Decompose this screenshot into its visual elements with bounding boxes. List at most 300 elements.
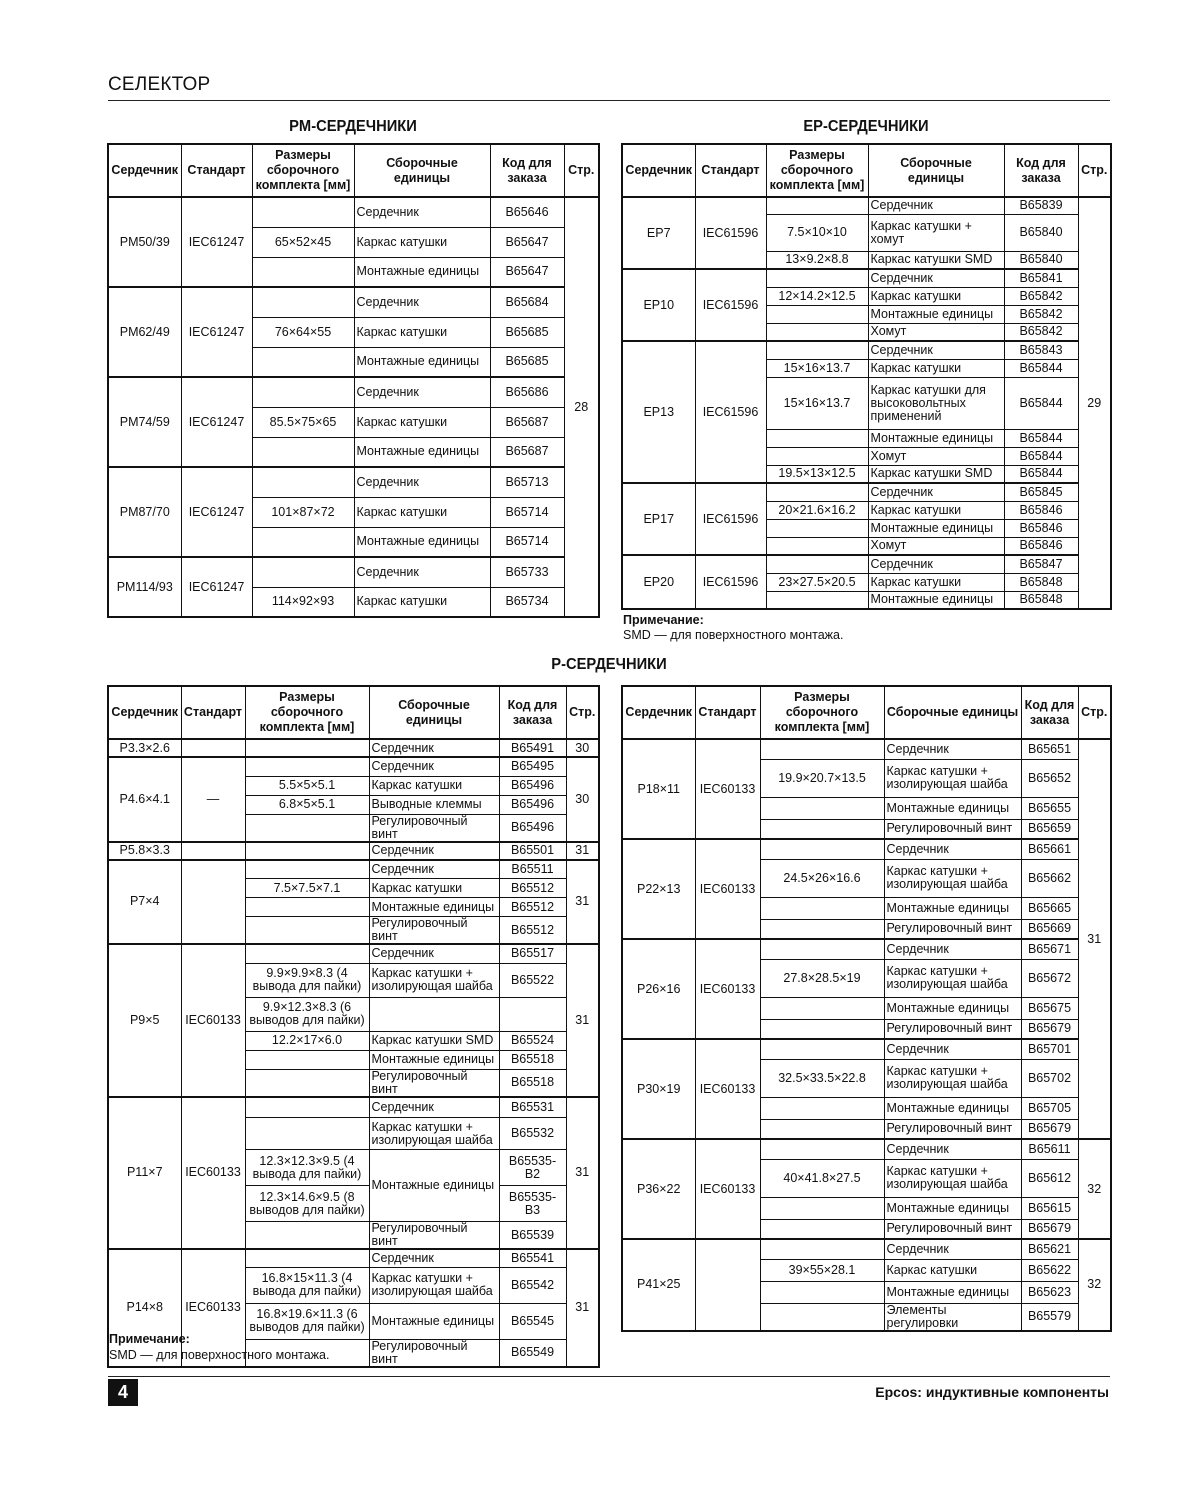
code-cell: B65615 — [1021, 1197, 1078, 1219]
size-cell: 16.8×19.6×11.3 (6 выводов для пайки) — [245, 1303, 369, 1339]
col-code: Код для заказа — [1021, 686, 1078, 739]
col-code: Код для заказа — [499, 686, 566, 739]
unit-cell: Регулировочный винт — [884, 1019, 1021, 1039]
code-cell: B65846 — [1004, 501, 1078, 519]
standard-cell: IEC60133 — [181, 1097, 245, 1250]
core-cell: EP10 — [622, 269, 695, 341]
col-core: Сердечник — [622, 686, 695, 739]
unit-cell: Сердечник — [868, 555, 1004, 573]
unit-cell: Регулировочный винт — [369, 1222, 499, 1250]
code-cell: B65659 — [1021, 819, 1078, 839]
standard-cell: IEC60133 — [695, 839, 760, 939]
size-cell — [760, 1097, 884, 1119]
size-cell — [760, 819, 884, 839]
code-cell: B65687 — [490, 437, 564, 467]
code-cell: B65662 — [1021, 859, 1078, 897]
table-row — [108, 197, 599, 227]
size-cell — [760, 997, 884, 1019]
col-size: Размеры сборочного комплекта [мм] — [766, 144, 868, 197]
unit-cell: Монтажные единицы — [868, 429, 1004, 447]
unit-cell: Сердечник — [884, 1139, 1021, 1159]
p-section-title: P-СЕРДЕЧНИКИ — [551, 656, 667, 673]
core-cell: PM87/70 — [108, 467, 181, 557]
code-cell: B65705 — [1021, 1097, 1078, 1119]
size-cell — [760, 1219, 884, 1239]
unit-cell: Сердечник — [369, 842, 499, 860]
size-cell — [760, 797, 884, 819]
table-row — [622, 483, 1111, 501]
code-cell: B65522 — [499, 963, 566, 997]
size-cell — [766, 197, 868, 214]
unit-cell: Каркас катушки + изолирующая шайба — [369, 1267, 499, 1303]
size-cell — [766, 447, 868, 465]
unit-cell: Монтажные единицы — [884, 897, 1021, 919]
table-row — [622, 197, 1111, 214]
unit-cell: Сердечник — [884, 1039, 1021, 1059]
code-cell: B65687 — [490, 407, 564, 437]
page-cell: 30 — [566, 739, 599, 757]
code-cell: B65579 — [1021, 1303, 1078, 1331]
standard-cell: IEC60133 — [181, 944, 245, 1097]
col-unit: Сборочные единицы — [369, 686, 499, 739]
size-cell: 12×14.2×12.5 — [766, 287, 868, 305]
unit-cell: Сердечник — [369, 1249, 499, 1267]
unit-cell: Каркас катушки + изолирующая шайба — [884, 1159, 1021, 1197]
size-cell: 19.5×13×12.5 — [766, 465, 868, 483]
p-left-table — [107, 685, 600, 1368]
col-code: Код для заказа — [490, 144, 564, 197]
code-cell: B65496 — [499, 776, 566, 795]
code-cell: B65685 — [490, 347, 564, 377]
size-cell — [760, 1039, 884, 1059]
core-cell: EP20 — [622, 555, 695, 609]
core-cell: EP7 — [622, 197, 695, 269]
unit-cell: Регулировочный винт — [884, 1119, 1021, 1139]
size-cell — [252, 257, 354, 287]
code-cell: B65845 — [1004, 483, 1078, 501]
size-cell — [760, 939, 884, 959]
size-cell: 76×64×55 — [252, 317, 354, 347]
unit-cell: Сердечник — [354, 467, 490, 497]
code-cell: B65675 — [1021, 997, 1078, 1019]
size-cell — [252, 197, 354, 227]
unit-cell: Сердечник — [868, 483, 1004, 501]
core-cell: P22×13 — [622, 839, 695, 939]
p-left-header-row — [108, 686, 599, 739]
code-cell: B65844 — [1004, 465, 1078, 483]
size-cell: 40×41.8×27.5 — [760, 1159, 884, 1197]
col-core: Сердечник — [622, 144, 695, 197]
code-cell: B65672 — [1021, 959, 1078, 997]
code-cell: B65518 — [499, 1050, 566, 1069]
unit-cell: Монтажные единицы — [369, 1150, 499, 1222]
unit-cell: Каркас катушки — [868, 573, 1004, 591]
table-row — [108, 860, 599, 879]
unit-cell: Сердечник — [868, 197, 1004, 214]
code-cell: B65531 — [499, 1097, 566, 1118]
table-row — [622, 839, 1111, 859]
col-unit: Сборочные единицы — [354, 144, 490, 197]
header-divider — [108, 100, 1110, 101]
unit-cell: Каркас катушки SMD — [868, 251, 1004, 269]
standard-cell — [181, 842, 245, 860]
unit-cell: Сердечник — [369, 1097, 499, 1118]
code-cell: B65652 — [1021, 759, 1078, 797]
unit-cell: Сердечник — [354, 377, 490, 407]
standard-cell: IEC61247 — [181, 377, 252, 467]
size-cell — [245, 1050, 369, 1069]
standard-cell: IEC61247 — [181, 557, 252, 617]
ep-note-text: SMD — для поверхностного монтажа. — [623, 628, 844, 642]
col-page: Стр. — [564, 144, 599, 197]
ep-section-title: EP-СЕРДЕЧНИКИ — [803, 118, 929, 135]
size-cell: 7.5×10×10 — [766, 214, 868, 251]
unit-cell: Каркас катушки — [354, 497, 490, 527]
unit-cell: Элементы регулировки — [884, 1303, 1021, 1331]
col-unit: Сборочные единицы — [868, 144, 1004, 197]
size-cell: 15×16×13.7 — [766, 377, 868, 429]
standard-cell: IEC60133 — [695, 939, 760, 1039]
size-cell — [245, 1069, 369, 1097]
code-cell: B65622 — [1021, 1259, 1078, 1281]
unit-cell: Каркас катушки — [868, 287, 1004, 305]
size-cell: 13×9.2×8.8 — [766, 251, 868, 269]
unit-cell: Регулировочный винт — [369, 1339, 499, 1367]
size-cell — [245, 1249, 369, 1267]
col-standard: Стандарт — [181, 686, 245, 739]
size-cell — [760, 739, 884, 759]
size-cell — [760, 1197, 884, 1219]
unit-cell: Сердечник — [369, 757, 499, 776]
size-cell: 101×87×72 — [252, 497, 354, 527]
unit-cell: Монтажные единицы — [369, 1303, 499, 1339]
core-cell: EP13 — [622, 341, 695, 483]
table-row — [622, 739, 1111, 759]
size-cell: 23×27.5×20.5 — [766, 573, 868, 591]
code-cell: B65545 — [499, 1303, 566, 1339]
col-standard: Стандарт — [695, 144, 766, 197]
code-cell: B65840 — [1004, 214, 1078, 251]
code-cell: B65846 — [1004, 537, 1078, 555]
code-cell: B65511 — [499, 860, 566, 879]
code-cell — [499, 997, 566, 1031]
footer-brand: Epcos: индуктивные компоненты — [875, 1384, 1109, 1400]
code-cell: B65512 — [499, 879, 566, 898]
page-header-title: СЕЛЕКТОР — [108, 74, 211, 95]
unit-cell: Каркас катушки — [884, 1259, 1021, 1281]
code-cell: B65496 — [499, 814, 566, 842]
size-cell — [252, 527, 354, 557]
table-row — [108, 842, 599, 860]
page-cell: 31 — [1078, 739, 1111, 1139]
size-cell — [766, 341, 868, 359]
standard-cell — [181, 739, 245, 757]
size-cell: 39×55×28.1 — [760, 1259, 884, 1281]
table-row — [622, 1139, 1111, 1159]
code-cell: B65517 — [499, 944, 566, 963]
col-core: Сердечник — [108, 144, 181, 197]
standard-cell: IEC61596 — [695, 269, 766, 341]
code-cell: B65686 — [490, 377, 564, 407]
size-cell — [766, 429, 868, 447]
code-cell: B65491 — [499, 739, 566, 757]
code-cell: B65842 — [1004, 305, 1078, 323]
ep-table — [621, 143, 1112, 610]
size-cell — [245, 814, 369, 842]
unit-cell: Хомут — [868, 447, 1004, 465]
core-cell: PM114/93 — [108, 557, 181, 617]
unit-cell: Сердечник — [369, 860, 499, 879]
size-cell — [766, 323, 868, 341]
code-cell: B65495 — [499, 757, 566, 776]
code-cell: B65679 — [1021, 1219, 1078, 1239]
col-size: Размеры сборочного комплекта [мм] — [245, 686, 369, 739]
core-cell: P3.3×2.6 — [108, 739, 181, 757]
page-cell: 31 — [566, 860, 599, 945]
unit-cell: Монтажные единицы — [354, 347, 490, 377]
unit-cell: Каркас катушки + изолирующая шайба — [884, 959, 1021, 997]
unit-cell: Каркас катушки — [354, 587, 490, 617]
core-cell: P18×11 — [622, 739, 695, 839]
size-cell — [252, 467, 354, 497]
size-cell — [766, 483, 868, 501]
unit-cell: Каркас катушки + изолирующая шайба — [884, 859, 1021, 897]
code-cell: B65671 — [1021, 939, 1078, 959]
unit-cell: Каркас катушки SMD — [369, 1031, 499, 1050]
size-cell: 19.9×20.7×13.5 — [760, 759, 884, 797]
standard-cell: IEC61596 — [695, 555, 766, 609]
size-cell — [252, 437, 354, 467]
unit-cell: Каркас катушки + изолирующая шайба — [884, 759, 1021, 797]
p-note-text: SMD — для поверхностного монтажа. — [109, 1348, 330, 1362]
code-cell: B65701 — [1021, 1039, 1078, 1059]
size-cell: 9.9×12.3×8.3 (6 выводов для пайки) — [245, 997, 369, 1031]
code-cell: B65524 — [499, 1031, 566, 1050]
page-cell: 32 — [1078, 1139, 1111, 1239]
col-page: Стр. — [1078, 144, 1111, 197]
code-cell: B65535-B2 — [499, 1150, 566, 1186]
size-cell — [760, 1139, 884, 1159]
size-cell — [766, 591, 868, 609]
code-cell: B65841 — [1004, 269, 1078, 287]
size-cell — [760, 839, 884, 859]
core-cell: P5.8×3.3 — [108, 842, 181, 860]
unit-cell: Каркас катушки — [868, 501, 1004, 519]
footer-divider — [108, 1376, 1110, 1377]
unit-cell: Каркас катушки — [354, 317, 490, 347]
col-standard: Стандарт — [181, 144, 252, 197]
size-cell: 24.5×26×16.6 — [760, 859, 884, 897]
size-cell — [760, 1239, 884, 1259]
code-cell: B65848 — [1004, 573, 1078, 591]
code-cell: B65669 — [1021, 919, 1078, 939]
standard-cell: IEC60133 — [695, 1039, 760, 1139]
code-cell: B65518 — [499, 1069, 566, 1097]
core-cell: PM74/59 — [108, 377, 181, 467]
p-right-table — [621, 685, 1112, 1332]
unit-cell: Сердечник — [884, 739, 1021, 759]
table-row — [622, 939, 1111, 959]
size-cell — [245, 898, 369, 917]
size-cell: 65×52×45 — [252, 227, 354, 257]
size-cell: 20×21.6×16.2 — [766, 501, 868, 519]
standard-cell: IEC61247 — [181, 467, 252, 557]
standard-cell: IEC60133 — [695, 1139, 760, 1239]
size-cell: 114×92×93 — [252, 587, 354, 617]
code-cell: B65655 — [1021, 797, 1078, 819]
code-cell: B65501 — [499, 842, 566, 860]
code-cell: B65612 — [1021, 1159, 1078, 1197]
p-note-title: Примечание: — [109, 1332, 190, 1346]
standard-cell: IEC61247 — [181, 287, 252, 377]
code-cell: B65679 — [1021, 1019, 1078, 1039]
size-cell — [760, 1019, 884, 1039]
unit-cell: Каркас катушки + изолирующая шайба — [884, 1059, 1021, 1097]
core-cell: EP17 — [622, 483, 695, 555]
code-cell: B65532 — [499, 1118, 566, 1150]
size-cell — [245, 1097, 369, 1118]
standard-cell: IEC60133 — [695, 739, 760, 839]
size-cell: 16.8×15×11.3 (4 вывода для пайки) — [245, 1267, 369, 1303]
table-row — [622, 269, 1111, 287]
col-size: Размеры сборочного комплекта [мм] — [760, 686, 884, 739]
unit-cell: Сердечник — [868, 341, 1004, 359]
col-page: Стр. — [566, 686, 599, 739]
ep-note-title: Примечание: — [623, 613, 704, 627]
size-cell: 15×16×13.7 — [766, 359, 868, 377]
unit-cell: Каркас катушки — [354, 407, 490, 437]
unit-cell: Монтажные единицы — [884, 1281, 1021, 1303]
pm-table — [107, 143, 600, 618]
code-cell: B65713 — [490, 467, 564, 497]
pm-section-title: PM-СЕРДЕЧНИКИ — [289, 118, 417, 135]
table-row — [108, 757, 599, 776]
code-cell: B65496 — [499, 795, 566, 814]
core-cell: PM50/39 — [108, 197, 181, 287]
standard-cell — [695, 1239, 760, 1331]
unit-cell: Регулировочный винт — [884, 819, 1021, 839]
unit-cell: Монтажные единицы — [884, 997, 1021, 1019]
unit-cell: Каркас катушки — [369, 879, 499, 898]
unit-cell: Хомут — [868, 537, 1004, 555]
unit-cell: Каркас катушки для высоковольтных применений — [868, 377, 1004, 429]
unit-cell: Сердечник — [369, 944, 499, 963]
size-cell — [760, 1281, 884, 1303]
code-cell: B65733 — [490, 557, 564, 587]
unit-cell: Каркас катушки — [868, 359, 1004, 377]
core-cell: P26×16 — [622, 939, 695, 1039]
table-row — [622, 555, 1111, 573]
unit-cell: Монтажные единицы — [884, 1097, 1021, 1119]
code-cell: B65848 — [1004, 591, 1078, 609]
size-cell — [766, 537, 868, 555]
core-cell: P7×4 — [108, 860, 181, 945]
code-cell: B65647 — [490, 227, 564, 257]
code-cell: B65844 — [1004, 429, 1078, 447]
size-cell — [252, 287, 354, 317]
size-cell: 32.5×33.5×22.8 — [760, 1059, 884, 1097]
unit-cell: Монтажные единицы — [868, 305, 1004, 323]
unit-cell: Регулировочный винт — [884, 1219, 1021, 1239]
page-cell: 31 — [566, 1249, 599, 1367]
table-row — [622, 1239, 1111, 1259]
size-cell: 7.5×7.5×7.1 — [245, 879, 369, 898]
code-cell: B65549 — [499, 1339, 566, 1367]
unit-cell: Регулировочный винт — [369, 814, 499, 842]
page-cell: 31 — [566, 842, 599, 860]
table-row — [108, 377, 599, 407]
unit-cell: Монтажные единицы — [354, 437, 490, 467]
page-cell: 30 — [566, 757, 599, 842]
code-cell: B65621 — [1021, 1239, 1078, 1259]
table-row — [622, 1039, 1111, 1059]
core-cell: P36×22 — [622, 1139, 695, 1239]
code-cell: B65685 — [490, 317, 564, 347]
unit-cell: Монтажные единицы — [369, 898, 499, 917]
table-row — [622, 341, 1111, 359]
pm-header-row — [108, 144, 599, 197]
size-cell — [760, 897, 884, 919]
col-unit: Сборочные единицы — [884, 686, 1021, 739]
unit-cell: Монтажные единицы — [369, 1050, 499, 1069]
code-cell: B65623 — [1021, 1281, 1078, 1303]
standard-cell: IEC61596 — [695, 483, 766, 555]
size-cell — [252, 347, 354, 377]
standard-cell: IEC60133 — [181, 1249, 245, 1367]
code-cell: B65542 — [499, 1267, 566, 1303]
code-cell: B65843 — [1004, 341, 1078, 359]
unit-cell: Сердечник — [868, 269, 1004, 287]
page-cell: 32 — [1078, 1239, 1111, 1331]
code-cell: B65844 — [1004, 447, 1078, 465]
unit-cell — [369, 997, 499, 1031]
unit-cell: Выводные клеммы — [369, 795, 499, 814]
page-cell: 28 — [564, 197, 599, 617]
table-row — [108, 944, 599, 963]
size-cell — [766, 305, 868, 323]
core-cell: P4.6×4.1 — [108, 757, 181, 842]
table-row — [108, 1097, 599, 1118]
code-cell: B65842 — [1004, 287, 1078, 305]
core-cell: P11×7 — [108, 1097, 181, 1250]
code-cell: B65665 — [1021, 897, 1078, 919]
core-cell: PM62/49 — [108, 287, 181, 377]
size-cell — [245, 757, 369, 776]
table-row — [108, 739, 599, 757]
unit-cell: Регулировочный винт — [369, 1069, 499, 1097]
page-number: 4 — [108, 1379, 138, 1406]
table-row — [108, 557, 599, 587]
size-cell: 85.5×75×65 — [252, 407, 354, 437]
size-cell — [245, 944, 369, 963]
page-cell: 31 — [566, 1097, 599, 1250]
code-cell: B65647 — [490, 257, 564, 287]
table-row — [108, 287, 599, 317]
size-cell — [766, 269, 868, 287]
size-cell: 12.2×17×6.0 — [245, 1031, 369, 1050]
col-page: Стр. — [1078, 686, 1111, 739]
size-cell: 5.5×5×5.1 — [245, 776, 369, 795]
code-cell: B65535-B3 — [499, 1186, 566, 1222]
code-cell: B65651 — [1021, 739, 1078, 759]
code-cell: B65679 — [1021, 1119, 1078, 1139]
code-cell: B65646 — [490, 197, 564, 227]
size-cell: 9.9×9.9×8.3 (4 вывода для пайки) — [245, 963, 369, 997]
code-cell: B65512 — [499, 898, 566, 917]
unit-cell: Регулировочный винт — [884, 919, 1021, 939]
size-cell: 12.3×12.3×9.5 (4 вывода для пайки) — [245, 1150, 369, 1186]
p-right-header-row — [622, 686, 1111, 739]
